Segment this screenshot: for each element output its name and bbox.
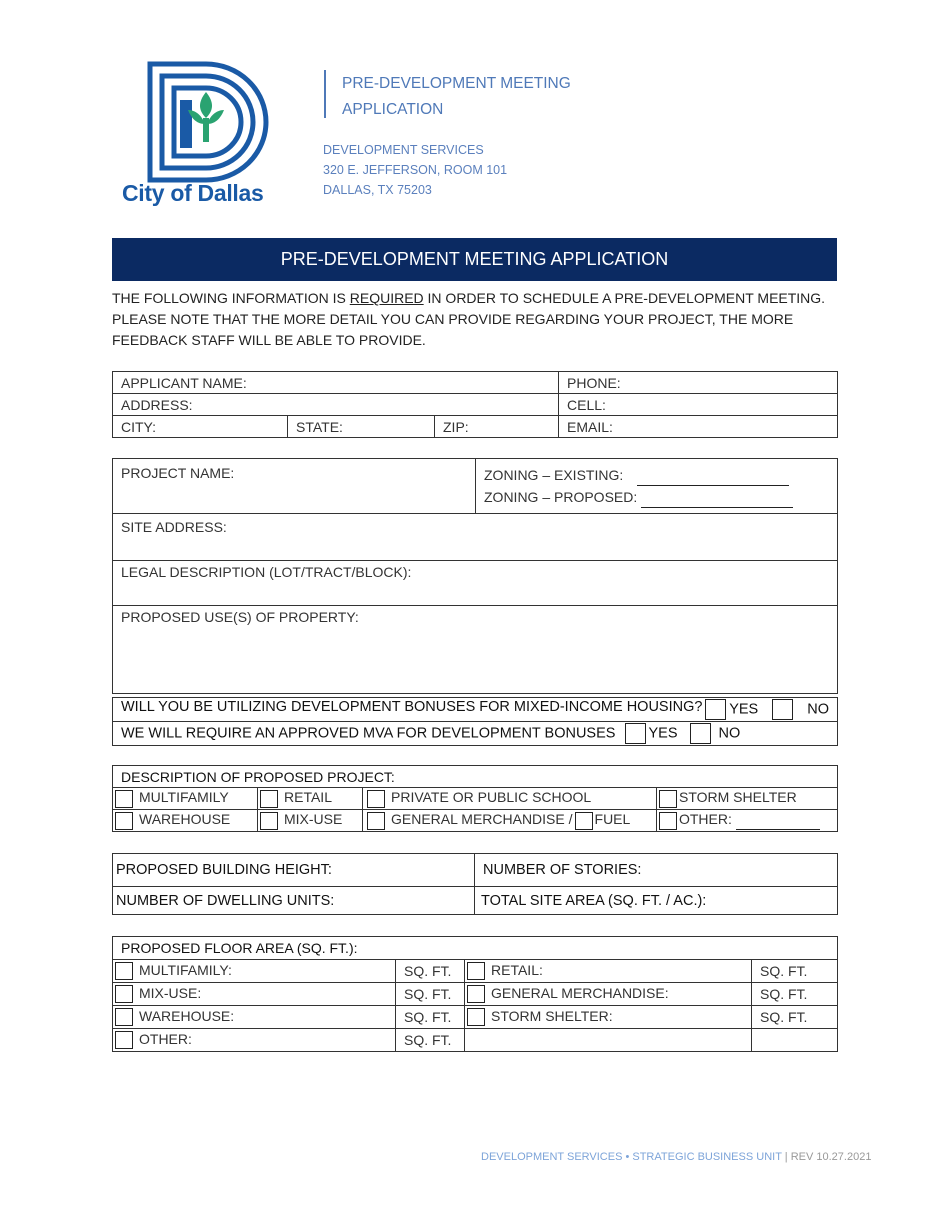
desc-warehouse-checkbox[interactable] [115, 812, 133, 830]
floor-warehouse-label: WAREHOUSE: [139, 1007, 235, 1024]
zoning-proposed-input[interactable] [641, 507, 793, 508]
floor-general-label: GENERAL MERCHANDISE: [491, 984, 669, 1001]
desc-other-input[interactable] [736, 829, 820, 830]
desc-general-checkbox[interactable] [367, 812, 385, 830]
desc-retail-label: RETAIL [284, 789, 332, 806]
description-table [112, 765, 838, 832]
desc-retail [258, 788, 363, 810]
desc-storm-checkbox[interactable] [659, 790, 677, 808]
floor-other-checkbox[interactable] [115, 1031, 133, 1049]
floor-retail-label: RETAIL: [491, 961, 543, 978]
zoning-cell [476, 459, 838, 514]
desc-general [363, 810, 657, 832]
floor-empty-unit [752, 1029, 838, 1052]
floor-multifamily-label: MULTIFAMILY: [139, 961, 232, 978]
address-field[interactable]: ADDRESS: [113, 394, 559, 416]
floor-warehouse [113, 1006, 396, 1029]
site-address-field[interactable]: SITE ADDRESS: [113, 514, 838, 561]
cell-field[interactable]: CELL: [559, 394, 838, 416]
floor-mixuse-unit[interactable]: SQ. FT. [396, 983, 465, 1006]
building-table [112, 853, 838, 915]
header-title: PRE-DEVELOPMENT MEETING APPLICATION [342, 75, 571, 118]
state-field[interactable]: STATE: [288, 416, 435, 438]
intro-text [112, 288, 852, 351]
floor-multifamily-unit[interactable]: SQ. FT. [396, 960, 465, 983]
floor-storm-label: STORM SHELTER: [491, 1007, 613, 1024]
city-address: DALLAS, TX 75203 [323, 183, 432, 197]
footer-revision: REV 10.27.2021 [790, 1151, 872, 1163]
floor-general-checkbox[interactable] [467, 985, 485, 1003]
floor-storm [465, 1006, 752, 1029]
total-site-area-field[interactable]: TOTAL SITE AREA (SQ. FT. / AC.): [475, 887, 838, 915]
bonus-q1-text: WILL YOU BE UTILIZING DEVELOPMENT BONUSES FOR MIXED-INCOME HOUSING? [121, 699, 703, 715]
desc-warehouse [113, 810, 258, 832]
floor-mixuse [113, 983, 396, 1006]
form-title-banner: PRE-DEVELOPMENT MEETING APPLICATION [112, 238, 837, 281]
bonus-q1-yes-label: YES [729, 701, 759, 718]
header-divider [324, 70, 326, 118]
footer [481, 1151, 871, 1163]
intro-part1: THE FOLLOWING INFORMATION IS [112, 290, 350, 306]
desc-fuel-label: FUEL [594, 811, 631, 828]
desc-mixuse-label: MIX-USE [284, 811, 343, 828]
floor-multifamily-checkbox[interactable] [115, 962, 133, 980]
desc-multifamily [113, 788, 258, 810]
desc-warehouse-label: WAREHOUSE [139, 811, 231, 828]
bonus-q2-no-checkbox[interactable] [690, 723, 711, 744]
footer-left: DEVELOPMENT SERVICES • STRATEGIC BUSINESS UNIT [481, 1151, 782, 1163]
desc-general-label: GENERAL MERCHANDISE / [391, 811, 573, 828]
bonus-q2-yes-checkbox[interactable] [625, 723, 646, 744]
legal-description-field[interactable]: LEGAL DESCRIPTION (LOT/TRACT/BLOCK): [113, 561, 838, 606]
floor-storm-checkbox[interactable] [467, 1008, 485, 1026]
proposed-use-field[interactable]: PROPOSED USE(S) OF PROPERTY: [113, 606, 838, 694]
zip-field[interactable]: ZIP: [435, 416, 559, 438]
bonus-q2-no-label: NO [718, 725, 741, 742]
desc-multifamily-checkbox[interactable] [115, 790, 133, 808]
intro-required: REQUIRED [349, 290, 424, 306]
footer-separator: | [781, 1151, 791, 1163]
floor-other [113, 1029, 396, 1052]
logo-text: City of Dallas [122, 180, 264, 206]
desc-storm [656, 788, 837, 810]
floor-other-label: OTHER: [139, 1030, 192, 1047]
floor-retail-checkbox[interactable] [467, 962, 485, 980]
applicant-table [112, 371, 838, 438]
bonus-question-2 [113, 722, 838, 746]
desc-mixuse [258, 810, 363, 832]
desc-fuel-checkbox[interactable] [575, 812, 593, 830]
dwelling-units-field[interactable]: NUMBER OF DWELLING UNITS: [113, 887, 475, 915]
floor-other-unit[interactable]: SQ. FT. [396, 1029, 465, 1052]
desc-school-label: PRIVATE OR PUBLIC SCHOOL [391, 789, 592, 806]
floor-general [465, 983, 752, 1006]
floor-retail [465, 960, 752, 983]
building-height-field[interactable]: PROPOSED BUILDING HEIGHT: [113, 854, 475, 887]
project-table [112, 458, 838, 694]
desc-other-checkbox[interactable] [659, 812, 677, 830]
project-name-field[interactable]: PROJECT NAME: [113, 459, 476, 514]
desc-school [363, 788, 657, 810]
desc-multifamily-label: MULTIFAMILY [139, 789, 229, 806]
floor-mixuse-label: MIX-USE: [139, 984, 202, 1001]
desc-retail-checkbox[interactable] [260, 790, 278, 808]
floor-general-unit[interactable]: SQ. FT. [752, 983, 838, 1006]
floor-empty-cell [465, 1029, 752, 1052]
floor-mixuse-checkbox[interactable] [115, 985, 133, 1003]
desc-other-label: OTHER: [678, 811, 732, 828]
street-address: 320 E. JEFFERSON, ROOM 101 [323, 163, 508, 177]
bonus-q1-no-label: NO [807, 701, 829, 718]
desc-mixuse-checkbox[interactable] [260, 812, 278, 830]
floor-area-table [112, 936, 838, 1052]
desc-other [656, 810, 837, 832]
description-title: DESCRIPTION OF PROPOSED PROJECT: [113, 766, 838, 788]
zoning-existing-label: ZONING – EXISTING: [484, 467, 624, 483]
floor-retail-unit[interactable]: SQ. FT. [752, 960, 838, 983]
floor-multifamily [113, 960, 396, 983]
bonus-table [112, 697, 838, 746]
desc-storm-label: STORM SHELTER [678, 789, 797, 806]
intro-part2: IN ORDER TO SCHEDULE A PRE-DEVELOPMENT MEETING. PLEASE NOTE THAT THE MORE DETAIL YOU CAN PROVIDE REGARDING YOUR PROJECT, THE MORE FEEDBACK STAFF WILL BE ABLE TO PROVIDE. [112, 290, 826, 348]
bonus-q1-no-checkbox[interactable] [772, 699, 793, 720]
email-field[interactable]: EMAIL: [559, 416, 838, 438]
bonus-question-1 [113, 698, 838, 722]
floor-area-title: PROPOSED FLOOR AREA (SQ. FT.): [113, 937, 838, 960]
floor-storm-unit[interactable]: SQ. FT. [752, 1006, 838, 1029]
city-field[interactable]: CITY: [113, 416, 288, 438]
bonus-q2-text: WE WILL REQUIRE AN APPROVED MVA FOR DEVELOPMENT BONUSES [121, 725, 616, 742]
floor-warehouse-unit[interactable]: SQ. FT. [396, 1006, 465, 1029]
desc-school-checkbox[interactable] [367, 790, 385, 808]
phone-field[interactable]: PHONE: [559, 372, 838, 394]
floor-warehouse-checkbox[interactable] [115, 1008, 133, 1026]
zoning-proposed-label: ZONING – PROPOSED: [484, 489, 638, 505]
dept-name: DEVELOPMENT SERVICES [323, 143, 484, 157]
bonus-q1-yes-checkbox[interactable] [705, 699, 726, 720]
header-address [323, 140, 507, 200]
bonus-q2-yes-label: YES [648, 725, 678, 742]
number-of-stories-field[interactable]: NUMBER OF STORIES: [475, 854, 838, 887]
applicant-name-field[interactable]: APPLICANT NAME: [113, 372, 559, 394]
